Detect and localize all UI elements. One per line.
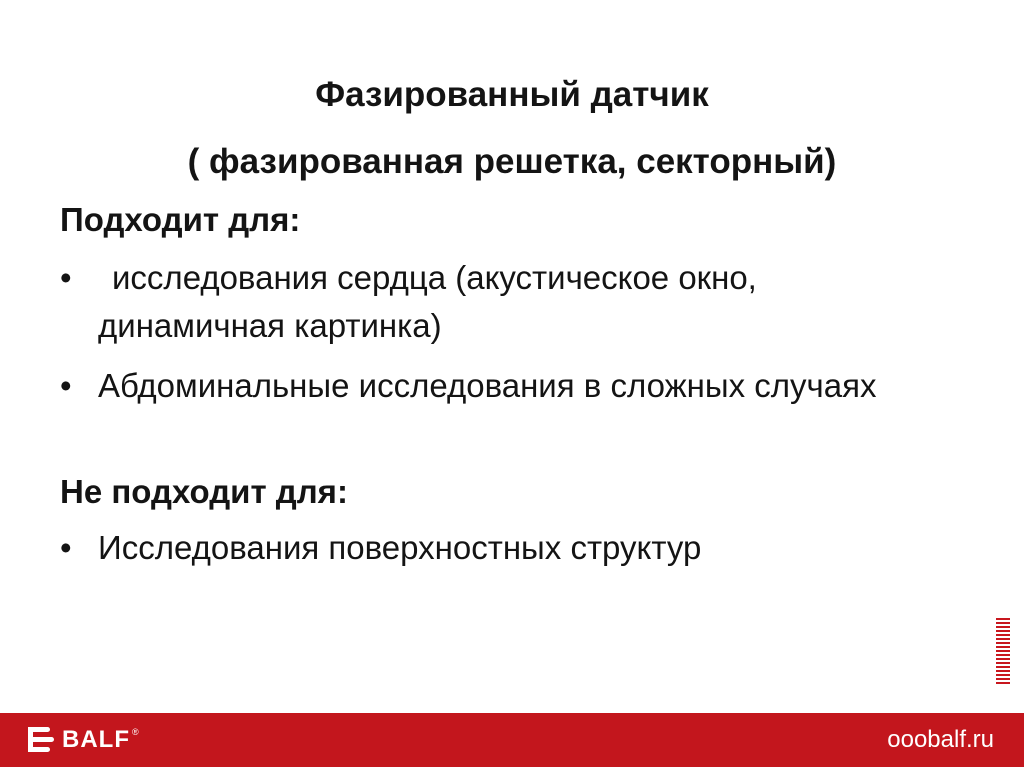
slide-subtitle: ( фазированная решетка, секторный) xyxy=(187,142,837,181)
bullet-icon: • xyxy=(60,529,72,566)
slide-title: Фазированный датчик xyxy=(315,75,709,114)
website-link[interactable]: ooobalf.ru xyxy=(887,726,994,753)
brand-logo xyxy=(28,725,139,755)
registered-mark: ® xyxy=(131,727,139,737)
list-item-text: исследования сердца (акустическое окно, динамичная картинка) xyxy=(98,259,757,344)
list-item xyxy=(60,254,940,350)
list-item-text: Абдоминальные исследования в сложных случаях xyxy=(98,367,877,404)
list-item xyxy=(60,362,940,410)
decorative-stripes xyxy=(996,618,1010,684)
unsuitable-heading: Не подходит для: xyxy=(60,473,348,510)
list-item-text: Исследования поверхностных структур xyxy=(98,529,702,566)
brand-name: BALF xyxy=(62,726,130,753)
list-item xyxy=(60,524,940,572)
bullet-icon: • xyxy=(60,367,72,404)
balf-logo-icon xyxy=(28,725,54,755)
bullet-icon: • xyxy=(60,259,72,296)
footer-bar xyxy=(0,713,1024,767)
suitable-heading: Подходит для: xyxy=(60,201,301,238)
